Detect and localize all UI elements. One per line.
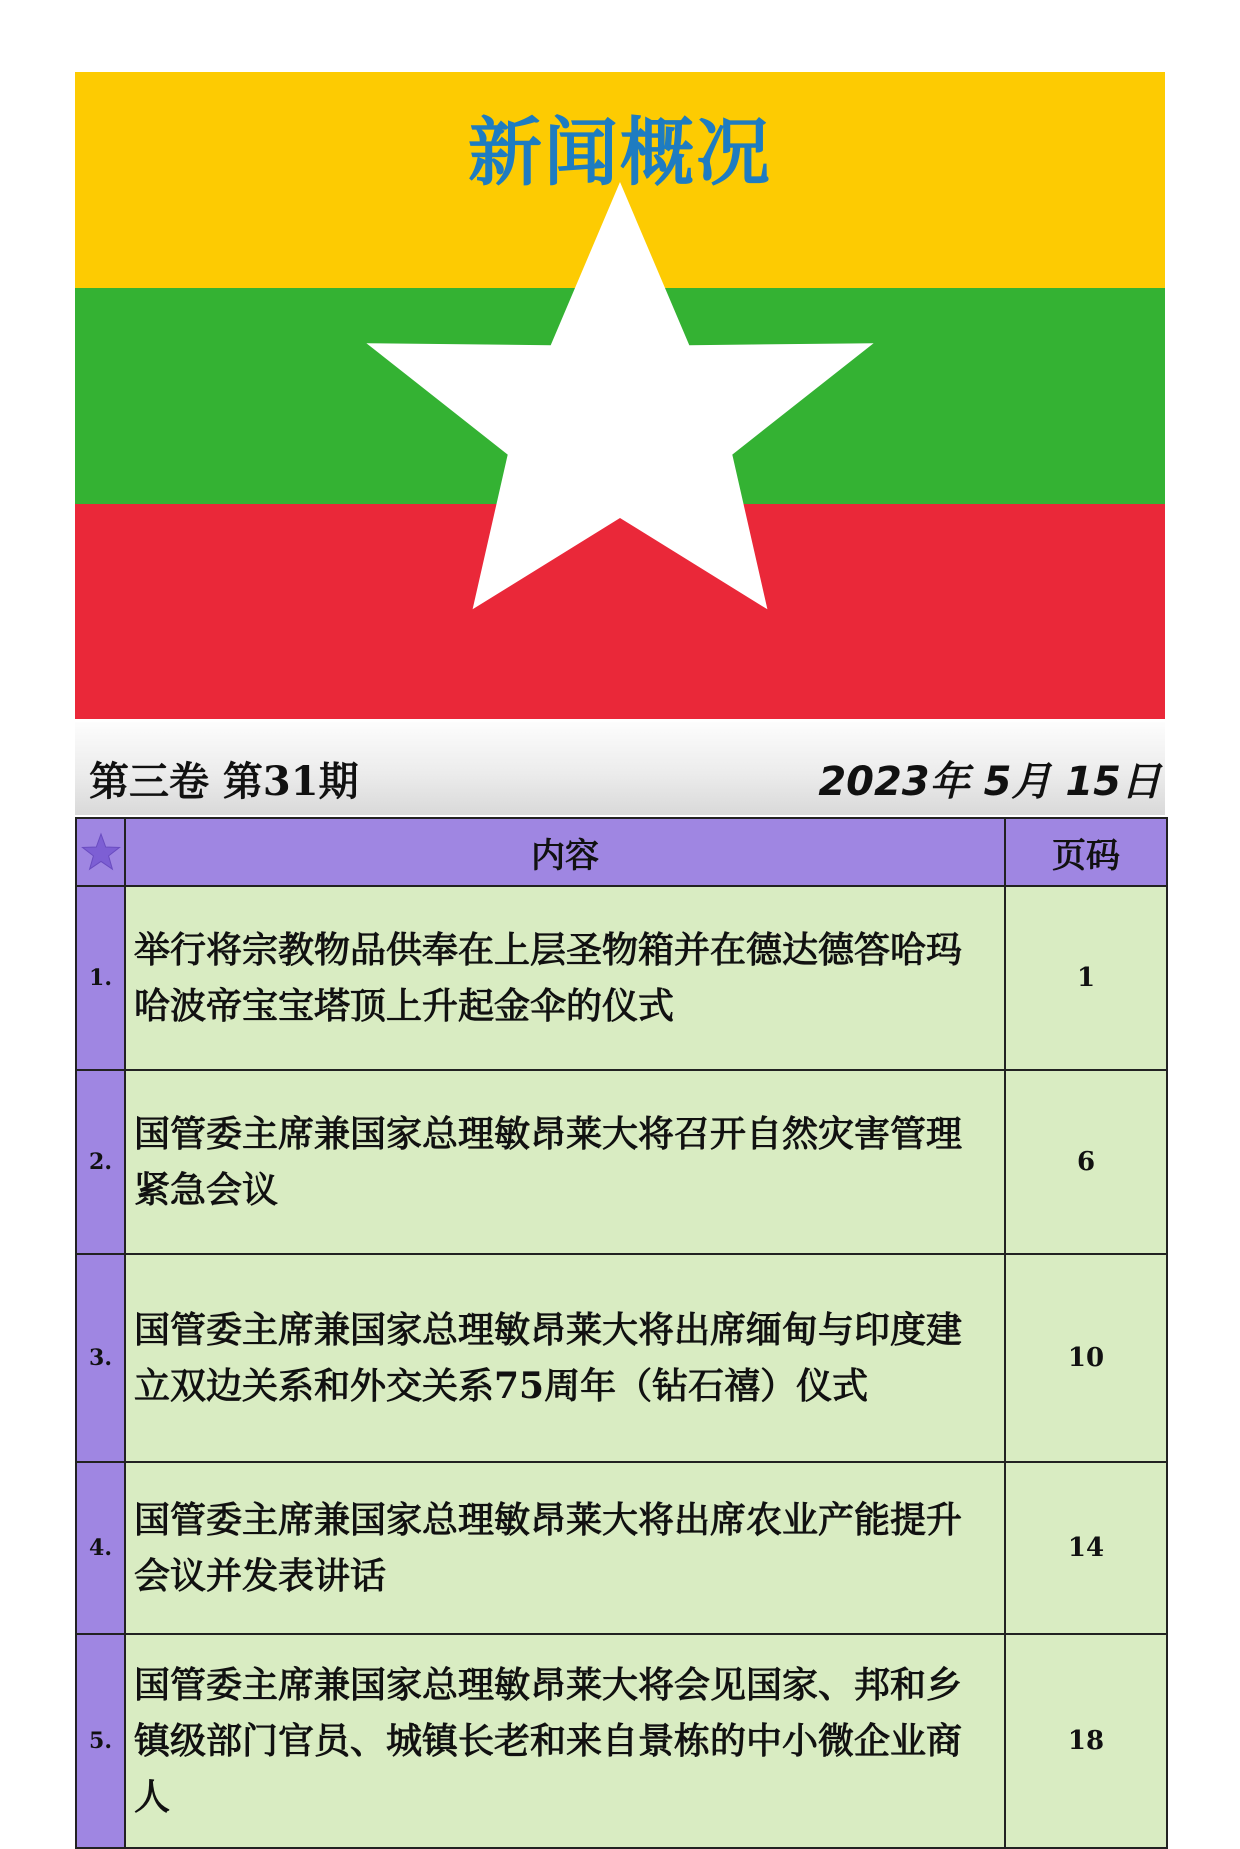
toc-row[interactable] [76,886,1167,1070]
toc-header-content: 内容 [125,818,1005,886]
toc-row[interactable] [76,1070,1167,1254]
toc-row-title[interactable]: 国管委主席兼国家总理敏昂莱大将会见国家、邦和乡镇级部门官员、城镇长老和来自景栋的中小微企业商人 [125,1634,1005,1848]
issue-date: 2023年 5月 15日 [818,759,1161,805]
toc-row-title[interactable]: 国管委主席兼国家总理敏昂莱大将出席农业产能提升会议并发表讲话 [125,1462,1005,1634]
toc-row[interactable] [76,1254,1167,1462]
myanmar-flag-banner [75,72,1165,719]
toc-row-number: 3. [76,1254,125,1462]
toc-header-star [76,818,125,886]
toc-row-number: 4. [76,1462,125,1634]
toc-row-page: 1 [1005,886,1167,1070]
issue-bar [75,722,1165,815]
newsletter-title: 新闻概况 [468,110,772,196]
toc-row-number: 5. [76,1634,125,1848]
star-icon [81,832,121,872]
toc-row-title[interactable]: 国管委主席兼国家总理敏昂莱大将出席缅甸与印度建立双边关系和外交关系75周年（钻石禧）仪式 [125,1254,1005,1462]
table-of-contents [75,817,1168,1849]
toc-row-number: 2. [76,1070,125,1254]
volume-issue: 第三卷 第31期 [89,758,359,805]
toc-row-number: 1. [76,886,125,1070]
toc-row[interactable] [76,1462,1167,1634]
toc-row[interactable] [76,1634,1167,1848]
toc-row-page: 10 [1005,1254,1167,1462]
toc-header-page: 页码 [1005,818,1167,886]
toc-row-page: 18 [1005,1634,1167,1848]
toc-row-page: 14 [1005,1462,1167,1634]
toc-header-row [76,818,1167,886]
toc-row-title[interactable]: 举行将宗教物品供奉在上层圣物箱并在德达德答哈玛哈波帝宝宝塔顶上升起金伞的仪式 [125,886,1005,1070]
toc-row-title[interactable]: 国管委主席兼国家总理敏昂莱大将召开自然灾害管理紧急会议 [125,1070,1005,1254]
toc-row-page: 6 [1005,1070,1167,1254]
